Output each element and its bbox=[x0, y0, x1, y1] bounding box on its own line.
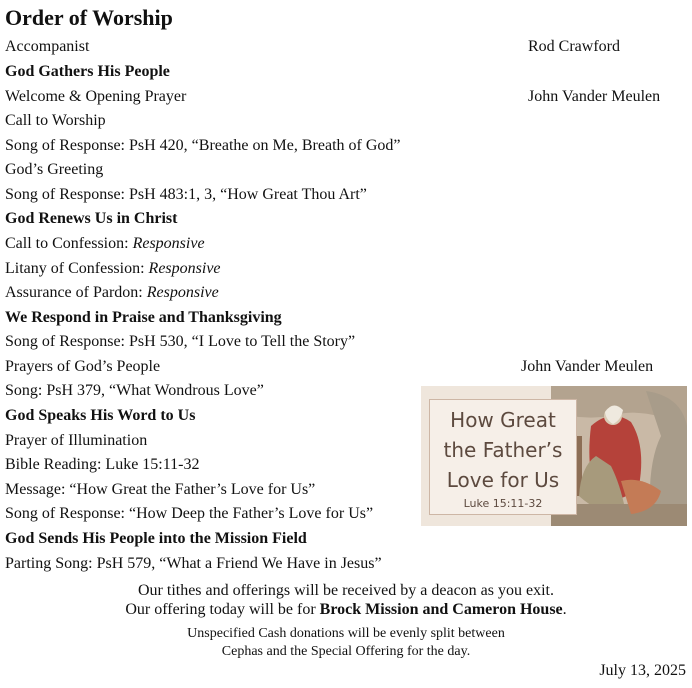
item-message: Message: “How Great the Father’s Love for Us” bbox=[5, 481, 316, 498]
item-bible-reading: Bible Reading: Luke 15:11-32 bbox=[5, 456, 200, 473]
welcome-person: John Vander Meulen bbox=[528, 88, 661, 105]
item-song-530: Song of Response: PsH 530, “I Love to Tell the Story” bbox=[5, 333, 356, 350]
section-gathers: God Gathers His People bbox=[5, 63, 170, 80]
responsive-label: Responsive bbox=[148, 260, 221, 277]
section-sends: God Sends His People into the Mission Field bbox=[5, 530, 307, 547]
prayers-person: John Vander Meulen bbox=[521, 358, 654, 375]
item-litany bbox=[5, 259, 221, 279]
section-speaks: God Speaks His Word to Us bbox=[5, 407, 196, 424]
item-label: Litany of Confession: bbox=[5, 260, 149, 277]
section-renews: God Renews Us in Christ bbox=[5, 210, 178, 227]
page-title: Order of Worship bbox=[5, 5, 173, 30]
accompanist-name: Rod Crawford bbox=[528, 38, 620, 55]
offering-prefix: Our offering today will be for bbox=[125, 601, 320, 618]
item-label: Assurance of Pardon: bbox=[5, 284, 147, 301]
section-respond: We Respond in Praise and Thanksgiving bbox=[5, 309, 282, 326]
sermon-graphic bbox=[421, 386, 687, 526]
item-song-how-deep: Song of Response: “How Deep the Father’s Love for Us” bbox=[5, 505, 374, 522]
graphic-title-line-1: How Great bbox=[450, 408, 556, 432]
item-prayers: Prayers of God’s People bbox=[5, 358, 161, 375]
item-welcome: Welcome & Opening Prayer bbox=[5, 88, 187, 105]
graphic-reference: Luke 15:11-32 bbox=[463, 497, 543, 510]
notice-cash-2: Cephas and the Special Offering for the day. bbox=[221, 644, 471, 659]
notice-offering bbox=[0, 600, 692, 620]
item-parting-song: Parting Song: PsH 579, “What a Friend We Have in Jesus” bbox=[5, 555, 382, 572]
graphic-title-line-2: the Father’s bbox=[443, 438, 563, 462]
item-label: Call to Confession: bbox=[5, 235, 133, 252]
item-call-to-confession bbox=[5, 234, 205, 254]
item-song-379: Song: PsH 379, “What Wondrous Love” bbox=[5, 382, 264, 399]
responsive-label: Responsive bbox=[132, 235, 205, 252]
item-song-483: Song of Response: PsH 483:1, 3, “How Great Thou Art” bbox=[5, 186, 367, 203]
item-song-420: Song of Response: PsH 420, “Breathe on Me, Breath of God” bbox=[5, 137, 401, 154]
bulletin-date: July 13, 2025 bbox=[599, 662, 686, 679]
item-assurance bbox=[5, 283, 219, 303]
accompanist-label: Accompanist bbox=[5, 38, 90, 55]
item-call-to-worship: Call to Worship bbox=[5, 112, 106, 129]
item-illumination: Prayer of Illumination bbox=[5, 432, 148, 449]
graphic-title-box bbox=[429, 399, 577, 515]
notice-cash-1: Unspecified Cash donations will be evenly split between bbox=[187, 626, 505, 641]
offering-suffix: . bbox=[562, 601, 567, 618]
item-greeting: God’s Greeting bbox=[5, 161, 104, 178]
graphic-title-line-3: Love for Us bbox=[446, 468, 560, 492]
responsive-label: Responsive bbox=[146, 284, 219, 301]
offering-target: Brock Mission and Cameron House bbox=[319, 601, 563, 618]
notice-tithes: Our tithes and offerings will be received by a deacon as you exit. bbox=[137, 582, 554, 599]
